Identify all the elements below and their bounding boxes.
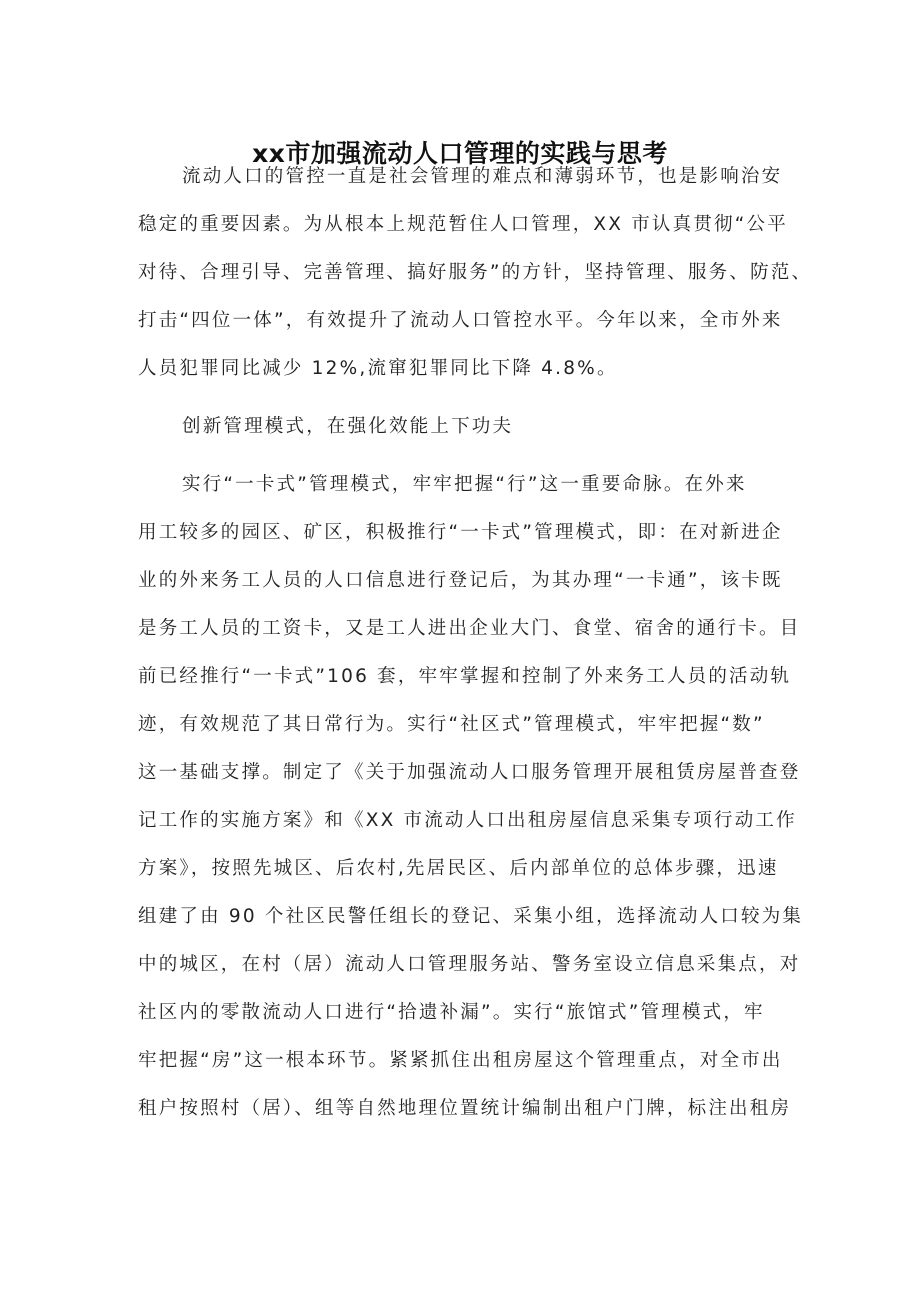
text-line: 组建了由 90 个社区民警任组长的登记、采集小组，选择流动人口较为集 — [138, 906, 804, 927]
text-line: 这一基础支撑。制定了《关于加强流动人口服务管理开展租赁房屋普查登 — [138, 762, 801, 783]
text-line: 迹，有效规范了其日常行为。实行“社区式”管理模式，牢牢把握“数” — [138, 714, 765, 735]
text-line: 业的外来务工人员的人口信息进行登记后，为其办理“一卡通”，该卡既 — [138, 570, 783, 591]
text-line: 中的城区，在村（居）流动人口管理服务站、警务室设立信息采集点，对 — [138, 954, 801, 975]
text-line: 打击“四位一体”，有效提升了流动人口管控水平。今年以来，全市外来 — [138, 310, 783, 331]
text-line: 方案》，按照先城区、后农村,先居民区、后内部单位的总体步骤，迅速 — [138, 858, 779, 879]
text-line: 用工较多的园区、矿区，积极推行“一卡式”管理模式，即：在对新进企 — [138, 522, 783, 543]
text-line: 是务工人员的工资卡，又是工人进出企业大门、食堂、宿舍的通行卡。目 — [138, 618, 801, 639]
text-line: 租户按照村（居）、组等自然地理位置统计编制出租户门牌，标注出租房 — [138, 1098, 792, 1119]
heading-text: 创新管理模式，在强化效能上下功夫 — [182, 416, 514, 437]
text-line: 记工作的实施方案》和《XX 市流动人口出租房屋信息采集专项行动工作 — [138, 810, 797, 831]
text-line: 稳定的重要因素。为从根本上规范暂住人口管理，XX 市认真贯彻“公平 — [138, 214, 788, 235]
text-line: 牢把握“房”这一根本环节。紧紧抓住出租房屋这个管理重点，对全市出 — [138, 1050, 783, 1071]
text-line: 流动人口的管控一直是社会管理的难点和薄弱环节，也是影响治安 — [182, 166, 783, 187]
document-title: xx市加强流动人口管理的实践与思考 — [252, 139, 668, 168]
text-line: 社区内的零散流动人口进行“拾遗补漏”。实行“旅馆式”管理模式，牢 — [138, 1002, 765, 1023]
text-line: 实行“一卡式”管理模式，牢牢把握“行”这一重要命脉。在外来 — [182, 474, 747, 495]
text-line: 对待、合理引导、完善管理、搞好服务”的方针，坚持管理、服务、防范、 — [138, 262, 813, 283]
text-line: 前已经推行“一卡式”106 套，牢牢掌握和控制了外来务工人员的活动轨 — [138, 666, 792, 687]
text-line: 人员犯罪同比减少 12%,流窜犯罪同比下降 4.8%。 — [138, 358, 618, 379]
